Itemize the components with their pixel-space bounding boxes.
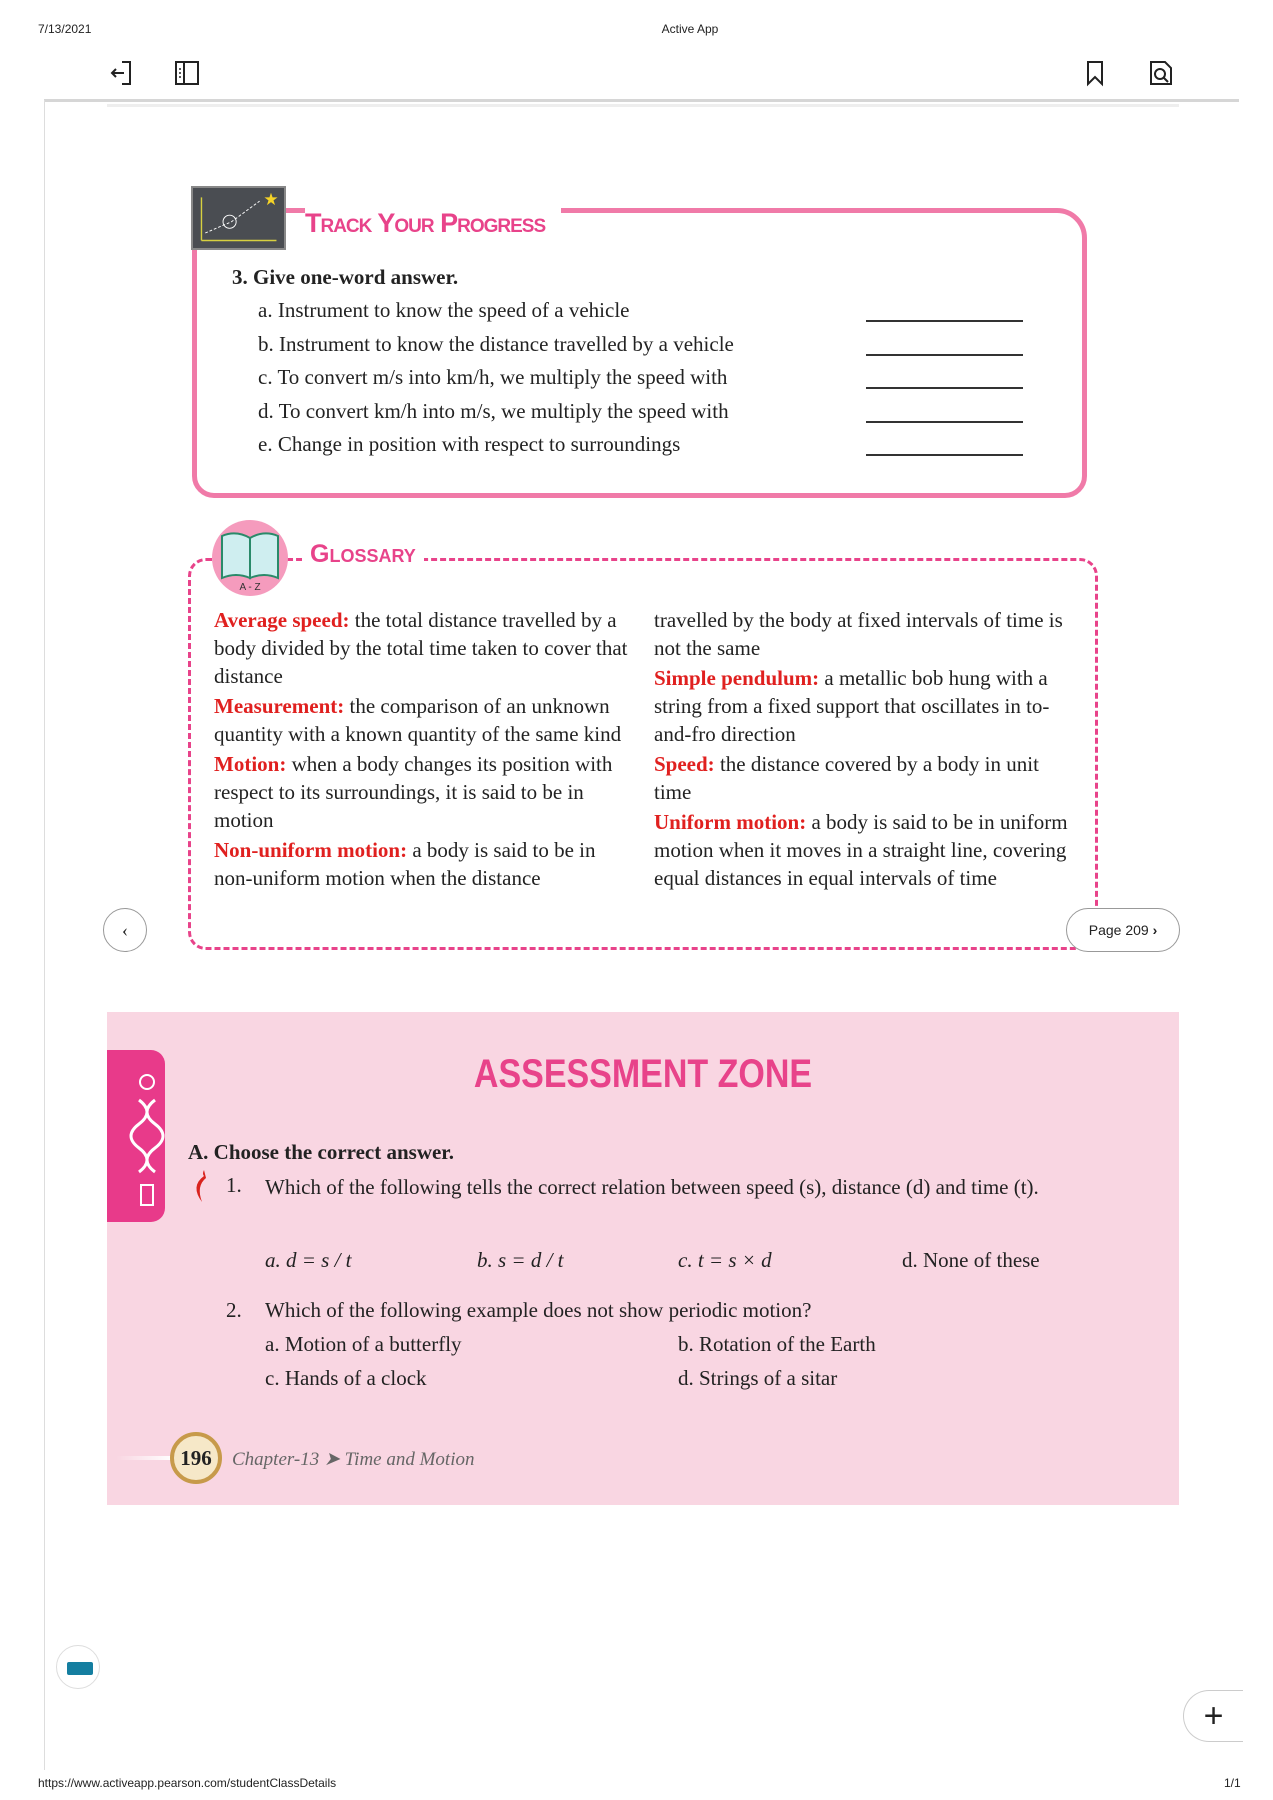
option: c. Hands of a clock (265, 1366, 427, 1390)
speed-lines (116, 1456, 172, 1460)
glossary-entry: Simple pendulum: a metallic bob hung with a string from a fixed support that oscillates in to-and-fro direction (654, 666, 1050, 746)
option: c. t = s × d (678, 1248, 772, 1272)
question-item: e. Change in position with respect to surroundings (258, 432, 681, 456)
glossary-continuation: travelled by the body at fixed intervals of time is not the same (654, 608, 1063, 660)
question-number: 1. (226, 1173, 242, 1197)
glossary-entry: Measurement: the comparison of an unknown quantity with a known quantity of the same kind (214, 694, 622, 746)
section-heading: A. Choose the correct answer. (188, 1140, 454, 1164)
glossary-entry: Average speed: the total distance travelled by a body divided by the total time taken to cover that distance (214, 608, 628, 688)
question-item: b. Instrument to know the distance travelled by a vehicle (258, 332, 734, 356)
book-label: A - Z (239, 582, 261, 593)
question-item: d. To convert km/h into m/s, we multiply the speed with (258, 399, 729, 423)
answer-blank (866, 454, 1023, 456)
exit-icon[interactable] (108, 58, 138, 88)
question-text: Which of the following tells the correct relation between speed (s), distance (d) and time (t). (265, 1175, 1039, 1199)
search-document-icon[interactable] (1146, 58, 1176, 88)
question-heading: 3. Give one-word answer. (232, 265, 459, 289)
glossary-entry: Uniform motion: a body is said to be in uniform motion when it moves in a straight line, covering equal distances in equal intervals of time (654, 810, 1068, 890)
progress-chart-icon (191, 186, 286, 250)
bookmark-icon[interactable] (1080, 58, 1110, 88)
question-item: c. To convert m/s into km/h, we multiply the speed with (258, 365, 728, 389)
option: d. None of these (902, 1248, 1040, 1272)
science-icons-tab (107, 1050, 165, 1222)
page-label: Page 209 (1088, 922, 1149, 938)
chapter-label: Chapter-13 ➤ Time and Motion (232, 1449, 475, 1470)
question-text: Which of the following example does not show periodic motion? (265, 1298, 812, 1322)
print-page-count: 1/1 (1224, 1776, 1241, 1790)
assessment-title: ASSESSMENT ZONE (473, 1052, 813, 1096)
option: b. s = d / t (477, 1248, 564, 1272)
option: a. d = s / t (265, 1248, 352, 1272)
glossary-entry: Speed: the distance covered by a body in unit time (654, 752, 1039, 804)
highlighter-icon (67, 1662, 93, 1675)
plus-icon: + (1203, 1696, 1224, 1735)
option: b. Rotation of the Earth (678, 1332, 876, 1356)
app-title: Active App (661, 22, 719, 36)
sidebar-toggle-icon[interactable] (172, 58, 202, 88)
glossary-entry: Motion: when a body changes its position with respect to its surroundings, it is said to be in motion (214, 752, 613, 832)
svg-text:★: ★ (263, 189, 279, 209)
previous-page-button[interactable] (103, 908, 147, 952)
page-number-badge: 196 (170, 1432, 222, 1484)
book-icon (212, 520, 288, 596)
answer-blank (866, 421, 1023, 423)
chevron-left-icon: ‹ (122, 919, 128, 940)
print-url: https://www.activeapp.pearson.com/studentClassDetails (38, 1776, 337, 1790)
glossary-right-column (654, 606, 1074, 894)
option: a. Motion of a butterfly (265, 1332, 462, 1356)
glossary-left-column (214, 606, 634, 894)
print-date: 7/13/2021 (38, 22, 92, 36)
chilli-icon (190, 1168, 210, 1204)
track-progress-title: Track Your Progress (305, 208, 561, 239)
notes-button[interactable] (56, 1645, 100, 1689)
glossary-entry: Non-uniform motion: a body is said to be in non-uniform motion when the distance (214, 838, 596, 890)
question-item: a. Instrument to know the speed of a vehicle (258, 298, 630, 322)
option: d. Strings of a sitar (678, 1366, 838, 1390)
chevron-right-icon: › (1152, 922, 1158, 938)
page-edge (107, 104, 1179, 107)
toolbar-divider (44, 99, 1239, 102)
page-indicator-button[interactable] (1066, 908, 1180, 952)
answer-blank (866, 387, 1023, 389)
viewer-border (44, 100, 45, 1770)
answer-blank (866, 320, 1023, 322)
glossary-title: Glossary (302, 540, 424, 569)
add-button[interactable] (1183, 1690, 1243, 1742)
answer-blank (866, 354, 1023, 356)
question-number: 2. (226, 1298, 242, 1322)
